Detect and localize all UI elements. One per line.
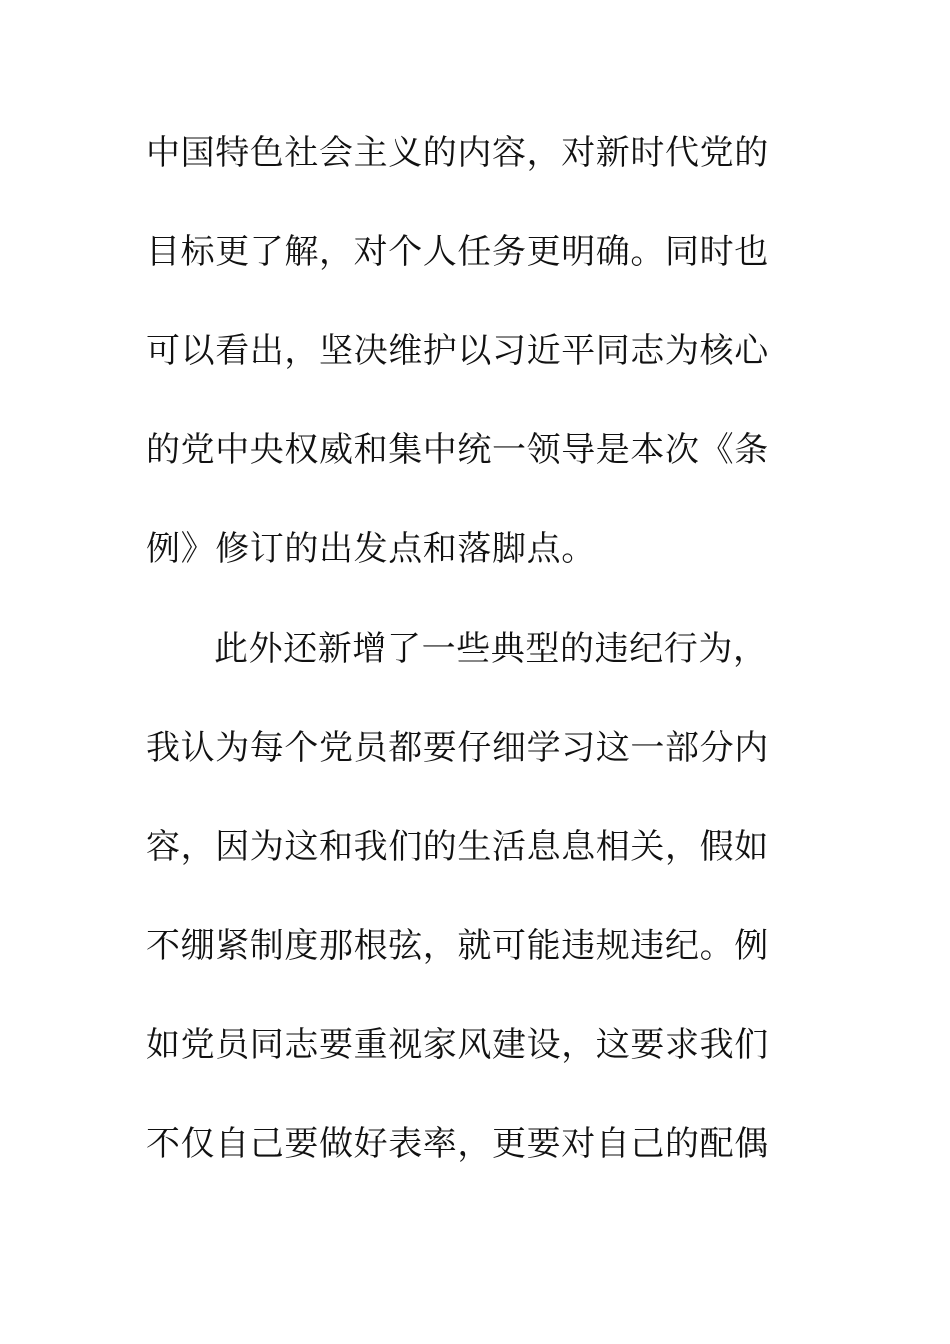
paragraph-line: 容，因为这和我们的生活息息相关，假如 <box>146 827 769 867</box>
paragraph-line: 例》修订的出发点和落脚点。 <box>146 529 596 569</box>
paragraph-line: 中国特色社会主义的内容，对新时代党的 <box>146 133 769 173</box>
paragraph-line: 不绷紧制度那根弦，就可能违规违纪。例 <box>146 926 769 966</box>
paragraph-line: 目标更了解，对个人任务更明确。同时也 <box>146 232 769 272</box>
paragraph-line: 可以看出，坚决维护以习近平同志为核心 <box>146 331 769 371</box>
paragraph-line: 不仅自己要做好表率，更要对自己的配偶 <box>146 1124 769 1164</box>
paragraph-first-line: 此外还新增了一些典型的违纪行为， <box>214 629 768 669</box>
paragraph-line: 我认为每个党员都要仔细学习这一部分内 <box>146 728 769 768</box>
paragraph-line: 的党中央权威和集中统一领导是本次《条 <box>146 430 769 470</box>
paragraph-line: 如党员同志要重视家风建设，这要求我们 <box>146 1025 769 1065</box>
